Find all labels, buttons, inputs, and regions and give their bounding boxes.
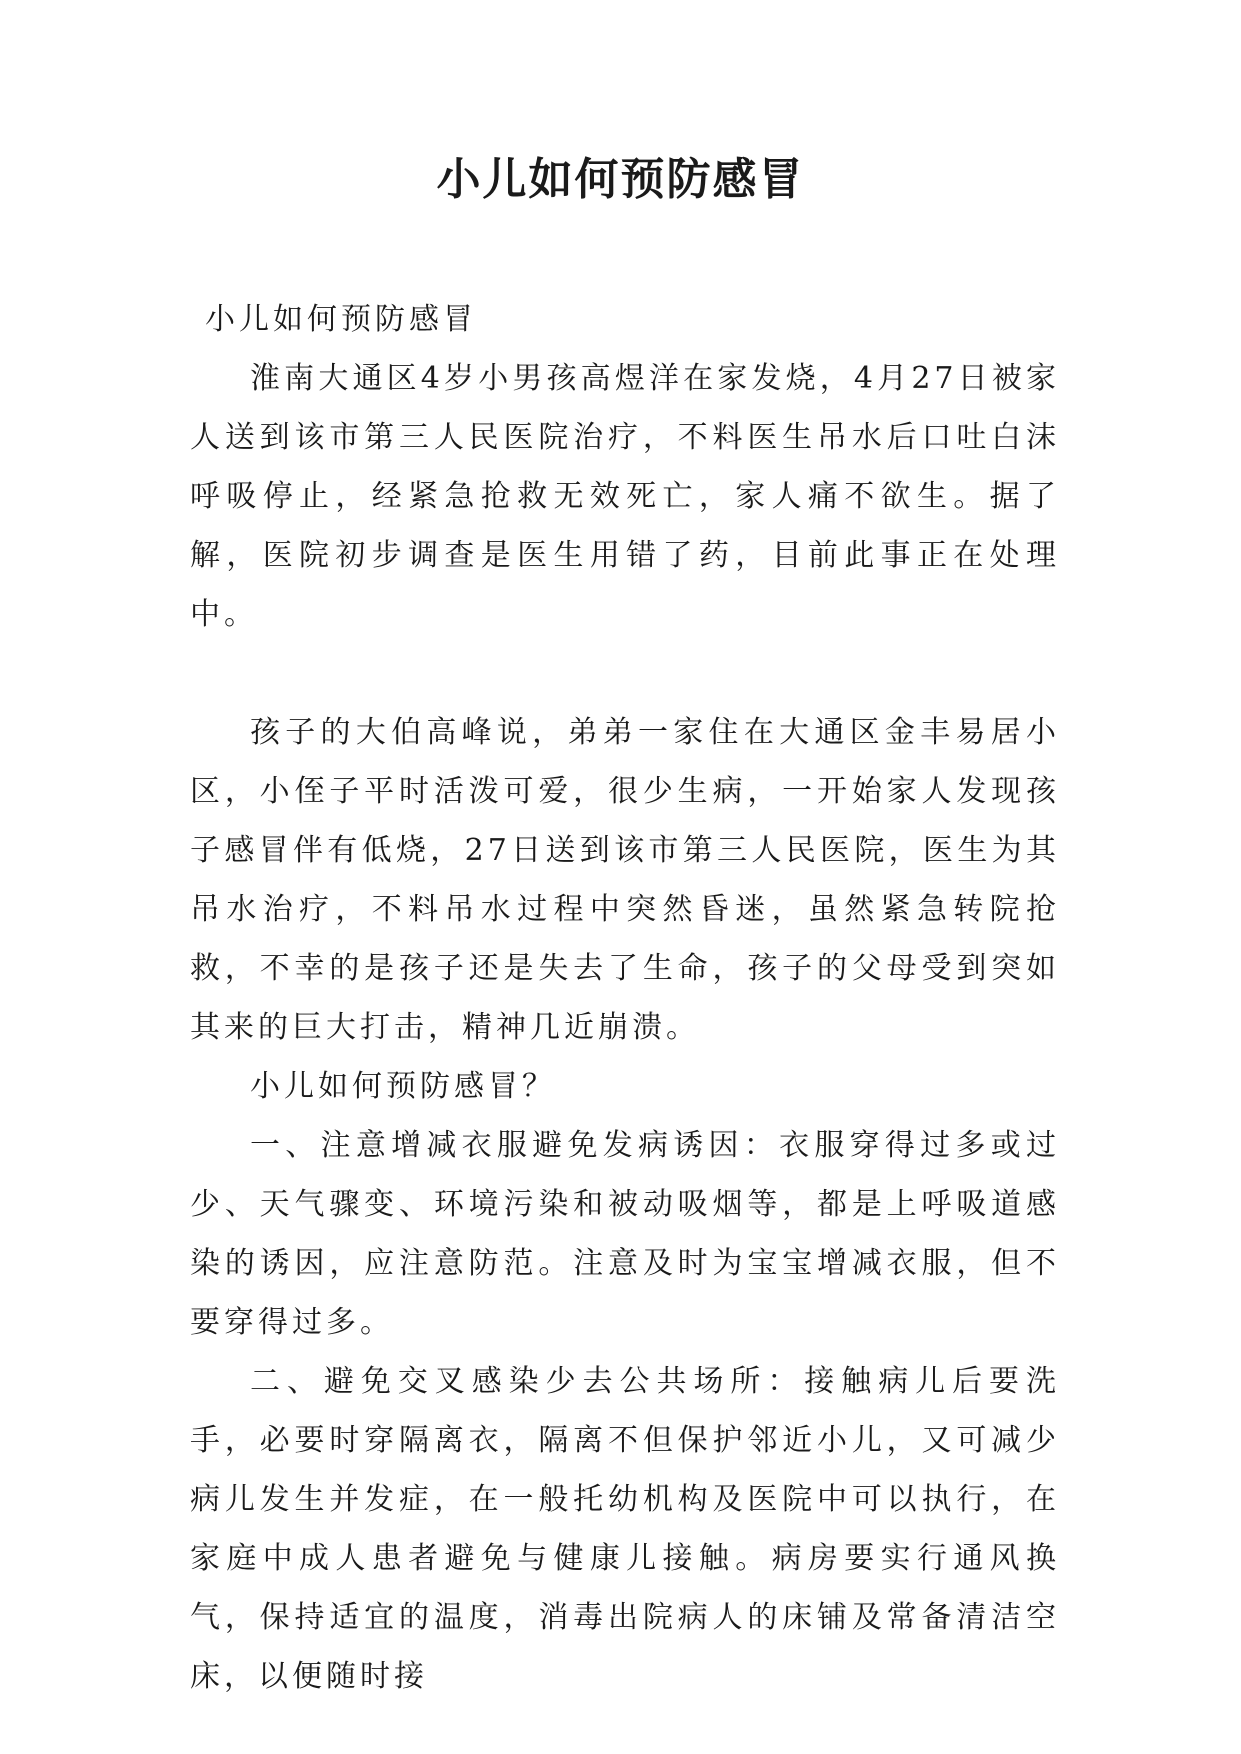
document-subheading: 小儿如何预防感冒 [205, 302, 477, 337]
paragraph-tip-two: 二、避免交叉感染少去公共场所：接触病儿后要洗手，必要时穿隔离衣，隔离不但保护邻近小儿，又可减少病儿发生并发症，在一般托幼机构及医院中可以执行，在家庭中成人患者避免与健康儿接触。病房要实行通风换气，保持适宜的温度，消毒出院病人的床铺及常备清洁空床，以便随时接 [190, 1364, 1060, 1694]
paragraph-uncle-account: 孩子的大伯高峰说，弟弟一家住在大通区金丰易居小区，小侄子平时活泼可爱，很少生病，一开始家人发现孩子感冒伴有低烧，27日送到该市第三人民医院，医生为其吊水治疗，不料吊水过程中突然昏迷，虽然紧急转院抢救，不幸的是孩子还是失去了生命，孩子的父母受到突如其来的巨大打击，精神几近崩溃。 [190, 715, 1060, 1045]
section-question-heading: 小儿如何预防感冒？ [250, 1069, 556, 1104]
paragraph-spacer [190, 644, 1060, 703]
document-title: 小儿如何预防感冒 [436, 154, 805, 205]
document-body [190, 290, 1060, 1706]
paragraph-tip-one: 一、注意增减衣服避免发病诱因：衣服穿得过多或过少、天气骤变、环境污染和被动吸烟等，都是上呼吸道感染的诱因，应注意防范。注意及时为宝宝增减衣服，但不要穿得过多。 [190, 1128, 1060, 1340]
paragraph-news-intro: 淮南大通区4岁小男孩高煜洋在家发烧，4月27日被家人送到该市第三人民医院治疗，不料医生吊水后口吐白沫呼吸停止，经紧急抢救无效死亡，家人痛不欲生。据了解，医院初步调查是医生用错了药，目前此事正在处理中。 [190, 361, 1060, 632]
